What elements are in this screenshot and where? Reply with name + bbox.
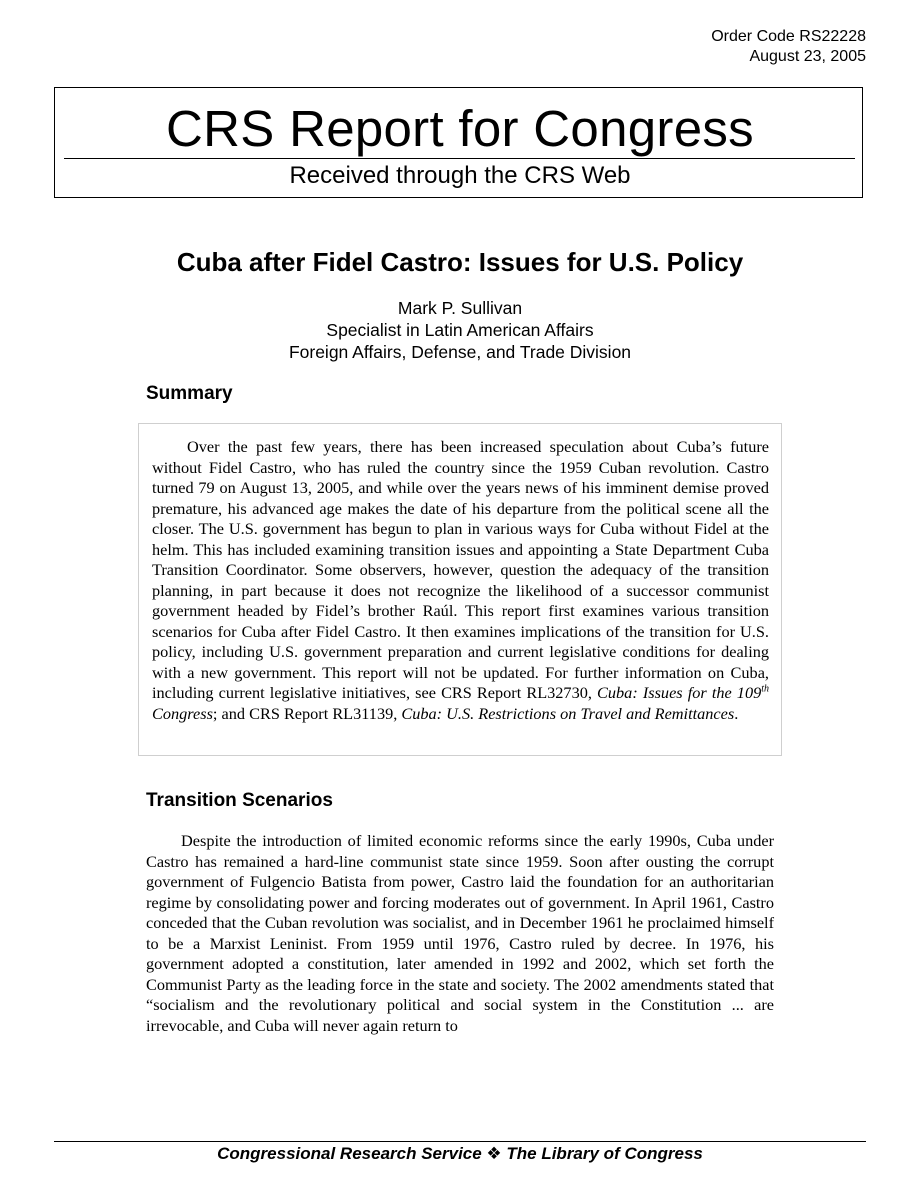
document-title: Cuba after Fidel Castro: Issues for U.S. Policy (176, 247, 744, 277)
header-divider (64, 158, 855, 159)
footer-divider (54, 1141, 866, 1142)
author-position: Specialist in Latin American Affairs (326, 320, 594, 340)
author-division: Foreign Affairs, Defense, and Trade Division (288, 342, 632, 362)
summary-ref1-superscript: th (761, 683, 770, 695)
report-header-title: CRS Report for Congress (166, 100, 754, 157)
summary-ref2-title: Cuba: U.S. Restrictions on Travel and Remittances (401, 703, 735, 723)
summary-heading: Summary (146, 383, 233, 404)
author-block (0, 297, 920, 363)
footer-text: Congressional Research Service ❖ The Library of Congress (217, 1144, 703, 1163)
order-info (711, 27, 866, 67)
author-name: Mark P. Sullivan (397, 298, 523, 318)
transition-scenarios-heading: Transition Scenarios (146, 790, 333, 811)
order-code: Order Code RS22228 (711, 28, 866, 45)
summary-ref1-title: Cuba: Issues for the 109th Congress (152, 683, 770, 723)
transition-body-text: Despite the introduction of limited economic reforms since the early 1990s, Cuba under Castro has remained a hard-line communist state since 1959. Soon after ousting the corrupt government of Fulgencio Batista from power, Castro laid the foundation for an authoritarian regime by consolidating power and forcing moderates out of government. In April 1961, Castro conceded that the Cuban revolution was socialist, and in December 1961 he proclaimed himself to be a Marxist Leninist. From 1959 until 1976, Castro ruled by decree. In 1976, his government adopted a constitution, later amended in 1992 and 2002, which set forth the Communist Party as the leading force in the state and society. The 2002 amendments stated that “socialism and the revolutionary political and social system in the Constitution ... are irrevocable, and Cuba will never again return to (146, 831, 774, 1035)
order-date: August 23, 2005 (749, 48, 866, 65)
summary-text (152, 437, 769, 724)
report-header-subtitle: Received through the CRS Web (289, 162, 631, 189)
summary-separator: ; and CRS Report RL31139, (212, 703, 402, 723)
summary-main-text: Over the past few years, there has been increased speculation about Cuba’s future without Fidel Castro, who has ruled the country since the 1959 Cuban revolution. Castro turned 79 on August 13, 2005, and while over the years news of his imminent demise proved premature, his advanced age makes the date of his departure from the political scene all the closer. The U.S. government has begun to plan in various ways for Cuba without Fidel at the helm. This has included examining transition issues and appointing a State Department Cuba Transition Coordinator. Some observers, however, question the adequacy of the transition planning, in part because it does not recognize the likelihood of a successor communist government headed by Fidel’s brother Raúl. This report first examines various transition scenarios for Cuba after Fidel Castro. It then examines implications of the transition for U.S. policy, including U.S. government preparation and current legislative conditions for dealing with a new government. This report will not be updated. For further information on Cuba, including current legislative initiatives, see CRS Report RL32730, (152, 437, 769, 702)
summary-end: . (734, 703, 739, 723)
